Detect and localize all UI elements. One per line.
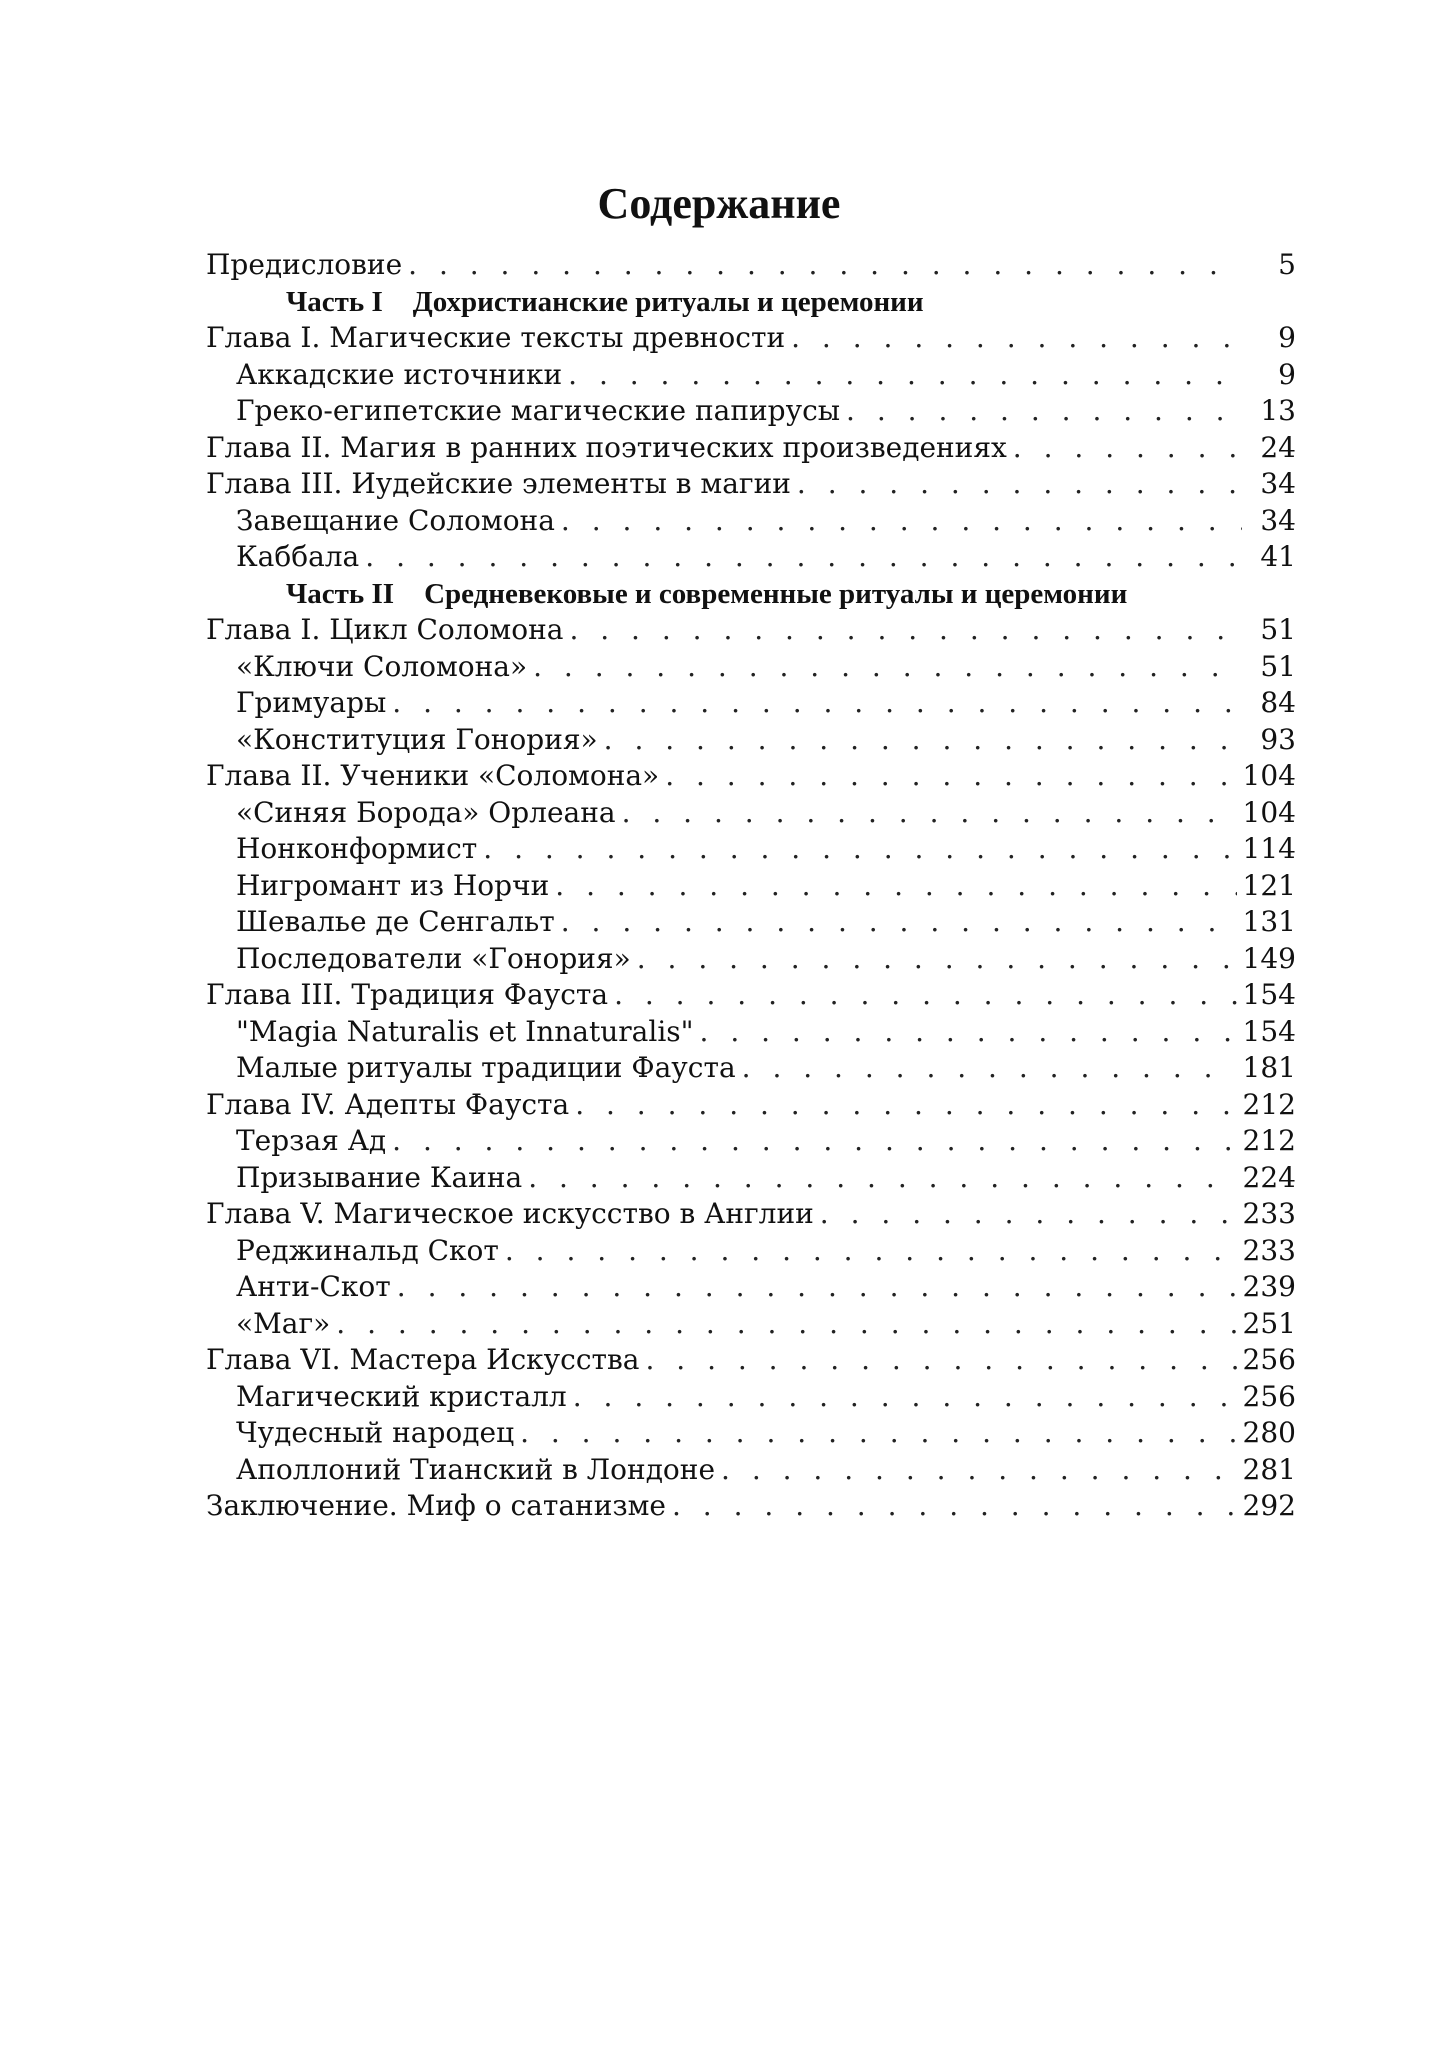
toc-entry-label: Призывание Каина	[236, 1160, 523, 1194]
toc-page-number: 24	[1260, 430, 1296, 464]
toc-section-entry[interactable]	[206, 1269, 1296, 1306]
toc-section-entry[interactable]	[206, 1160, 1296, 1197]
toc-section-entry[interactable]	[206, 393, 1296, 430]
dot-leader	[820, 1196, 1237, 1233]
toc-page-number: 104	[1242, 759, 1296, 792]
dot-leader	[392, 685, 1242, 722]
toc-chapter-entry[interactable]	[206, 758, 1296, 795]
toc-section-entry[interactable]	[206, 1306, 1296, 1343]
dot-leader	[483, 831, 1236, 868]
toc-page-number: 212	[1242, 1124, 1296, 1157]
dot-leader	[575, 1087, 1236, 1124]
toc-chapter-entry[interactable]	[206, 612, 1296, 649]
part-title: Дохристианские ритуалы и церемонии	[412, 285, 924, 318]
toc-entry-label: «Маг»	[236, 1306, 331, 1340]
page-title: Содержание	[597, 179, 841, 228]
dot-leader	[672, 1488, 1237, 1525]
dot-leader	[791, 320, 1242, 357]
toc-entry-label: Нигромант из Норчи	[236, 868, 550, 902]
toc-entry-label: Глава I. Магические тексты древности	[206, 321, 786, 354]
toc-section-entry[interactable]	[206, 1379, 1296, 1416]
toc-section-entry[interactable]	[206, 1233, 1296, 1270]
toc-entry-label: Завещание Соломона	[236, 503, 555, 537]
dot-leader	[561, 503, 1242, 540]
toc-page-number: 280	[1242, 1416, 1296, 1449]
toc-section-entry[interactable]	[206, 1014, 1296, 1051]
dot-leader	[569, 612, 1242, 649]
toc-page-number: 84	[1260, 686, 1296, 719]
toc-entry-label: Терзая Ад	[236, 1124, 387, 1157]
toc-page-number: 9	[1278, 357, 1296, 391]
toc-entry-label: «Синяя Борода» Орлеана	[236, 795, 616, 829]
dot-leader	[700, 1014, 1237, 1051]
toc-page-number: 256	[1242, 1379, 1296, 1413]
toc-entry-label: Глава V. Магическое искусство в Англии	[206, 1197, 814, 1230]
toc-section-entry[interactable]	[206, 904, 1296, 941]
dot-leader	[614, 977, 1236, 1014]
toc-entry-label: Чудесный народец	[236, 1416, 515, 1449]
toc-entry-label: Заключение. Миф о сатанизме	[206, 1489, 666, 1522]
dot-leader	[622, 795, 1237, 832]
toc-entry-label: Каббала	[236, 540, 360, 573]
part-label: Часть II	[286, 577, 395, 610]
toc-entry-label: «Конституция Гонория»	[236, 722, 598, 756]
toc-entry-label: Глава VI. Мастера Искусства	[206, 1343, 640, 1376]
dot-leader	[665, 758, 1236, 795]
toc-section-entry[interactable]	[206, 941, 1296, 978]
toc-entry-label: Глава II. Магия в ранних поэтических произведениях	[206, 430, 1007, 464]
toc-entry-label: Глава IV. Адепты Фауста	[206, 1087, 570, 1121]
dot-leader	[397, 1269, 1237, 1306]
toc-entry-label: Греко-египетские магические папирусы	[236, 394, 841, 427]
dot-leader	[505, 1233, 1237, 1270]
dot-leader	[561, 904, 1237, 941]
toc-page-number: 239	[1242, 1270, 1296, 1303]
toc-entry-label: Глава II. Ученики «Соломона»	[206, 759, 660, 792]
toc-section-entry[interactable]	[206, 1452, 1296, 1489]
dot-leader	[645, 1342, 1236, 1379]
table-of-contents	[206, 247, 1296, 1525]
toc-page-number: 154	[1242, 1014, 1296, 1048]
toc-page-number: 41	[1260, 540, 1296, 573]
toc-part-heading	[206, 284, 1296, 321]
dot-leader	[520, 1415, 1236, 1452]
toc-entry-label: Нонконформист	[236, 832, 478, 865]
toc-page-number: 256	[1242, 1343, 1296, 1376]
toc-page-number: 34	[1260, 503, 1296, 537]
toc-page-number: 104	[1242, 795, 1296, 829]
toc-entry-label: Аккадские источники	[236, 357, 563, 391]
dot-leader	[846, 393, 1242, 430]
toc-chapter-entry[interactable]	[206, 430, 1296, 467]
toc-page-number: 51	[1260, 613, 1296, 646]
toc-section-entry[interactable]	[206, 868, 1296, 905]
toc-chapter-entry[interactable]	[206, 977, 1296, 1014]
toc-entry-label: "Magia Naturalis et Innaturalis"	[236, 1014, 694, 1048]
part-title: Средневековые и современные ритуалы и церемонии	[424, 577, 1128, 610]
dot-leader	[408, 247, 1242, 284]
toc-section-entry[interactable]	[206, 1050, 1296, 1087]
toc-entry-label: Магический кристалл	[236, 1379, 567, 1413]
toc-page-number: 233	[1242, 1197, 1296, 1230]
dot-leader	[797, 466, 1242, 503]
dot-leader	[568, 357, 1242, 394]
toc-section-entry[interactable]	[206, 649, 1296, 686]
toc-page-number: 233	[1242, 1233, 1296, 1267]
toc-section-entry[interactable]	[206, 503, 1296, 540]
toc-page-number: 34	[1260, 467, 1296, 500]
part-label: Часть I	[286, 285, 383, 318]
toc-entry-label: «Ключи Соломона»	[236, 649, 528, 683]
toc-page-number: 51	[1260, 649, 1296, 683]
toc-page-number: 149	[1242, 941, 1296, 975]
dot-leader	[721, 1452, 1237, 1489]
toc-entry-label: Аполлоний Тианский в Лондоне	[236, 1452, 716, 1486]
toc-chapter-entry[interactable]	[206, 1488, 1296, 1525]
toc-section-entry[interactable]	[206, 722, 1296, 759]
toc-page-number: 154	[1242, 978, 1296, 1011]
toc-chapter-entry[interactable]	[206, 466, 1296, 503]
toc-section-entry[interactable]	[206, 685, 1296, 722]
dot-leader	[365, 539, 1242, 576]
toc-entry-label: Глава III. Традиция Фауста	[206, 978, 609, 1011]
toc-entry-label: Реджинальд Скот	[236, 1233, 499, 1267]
dot-leader	[604, 722, 1242, 759]
toc-section-entry[interactable]	[206, 1123, 1296, 1160]
toc-page-number: 13	[1260, 394, 1296, 427]
toc-chapter-entry[interactable]	[206, 320, 1296, 357]
toc-page-number: 131	[1242, 905, 1296, 938]
toc-section-entry[interactable]	[206, 357, 1296, 394]
toc-page-number: 292	[1242, 1489, 1296, 1522]
dot-leader	[742, 1050, 1237, 1087]
toc-entry-label: Глава I. Цикл Соломона	[206, 613, 564, 646]
toc-entry-label: Малые ритуалы традиции Фауста	[236, 1051, 736, 1084]
toc-entry-label: Анти-Скот	[236, 1270, 391, 1303]
dot-leader	[573, 1379, 1237, 1416]
toc-page-number: 5	[1278, 248, 1296, 281]
dot-leader	[637, 941, 1237, 978]
toc-entry-label: Глава III. Иудейские элементы в магии	[206, 467, 791, 500]
dot-leader	[555, 868, 1236, 905]
toc-entry-label: Шевалье де Сенгальт	[236, 905, 555, 938]
toc-entry-label: Последователи «Гонория»	[236, 941, 631, 975]
toc-chapter-entry[interactable]	[206, 1342, 1296, 1379]
dot-leader	[392, 1123, 1236, 1160]
toc-part-heading	[206, 576, 1296, 613]
toc-section-entry[interactable]	[206, 539, 1296, 576]
toc-chapter-entry[interactable]	[206, 1196, 1296, 1233]
toc-page-number: 224	[1242, 1160, 1296, 1194]
toc-page-number: 212	[1242, 1087, 1296, 1121]
toc-entry-label: Гримуары	[236, 686, 387, 719]
toc-page-number: 9	[1278, 321, 1296, 354]
dot-leader	[533, 649, 1242, 686]
toc-page-number: 281	[1242, 1452, 1296, 1486]
toc-section-entry[interactable]	[206, 795, 1296, 832]
dot-leader	[528, 1160, 1236, 1197]
toc-page-number: 93	[1260, 722, 1296, 756]
toc-entry-label: Предисловие	[206, 248, 403, 281]
dot-leader	[336, 1306, 1236, 1343]
toc-page-number: 121	[1242, 868, 1296, 902]
dot-leader	[1013, 430, 1242, 467]
toc-chapter-entry[interactable]	[206, 247, 1296, 284]
toc-page-number: 251	[1242, 1306, 1296, 1340]
toc-page-number: 114	[1242, 832, 1296, 865]
toc-page-number: 181	[1242, 1051, 1296, 1084]
toc-section-entry[interactable]	[206, 831, 1296, 868]
toc-chapter-entry[interactable]	[206, 1087, 1296, 1124]
toc-section-entry[interactable]	[206, 1415, 1296, 1452]
